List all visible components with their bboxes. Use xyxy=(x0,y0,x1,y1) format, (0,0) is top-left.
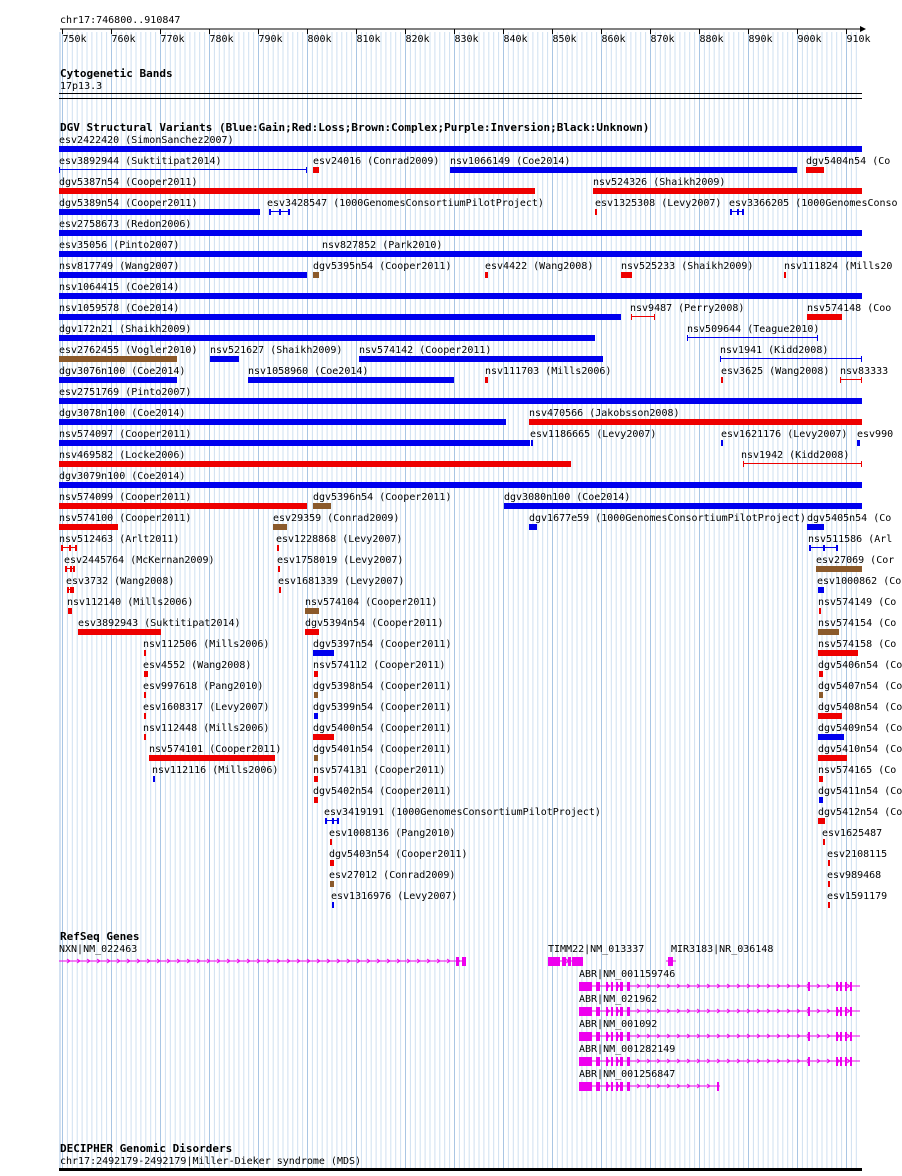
refseq-exon xyxy=(611,1082,613,1091)
dgv-feature-label[interactable]: esv3625 (Wang2008) xyxy=(721,366,830,377)
dgv-feature-label[interactable]: nsv470566 (Jakobsson2008) xyxy=(529,408,680,419)
dgv-feature-label[interactable]: esv4552 (Wang2008) xyxy=(143,660,252,671)
refseq-gene-model xyxy=(579,1057,860,1066)
refseq-exon xyxy=(620,1032,623,1041)
dgv-feature-label[interactable]: nsv827852 (Park2010) xyxy=(322,240,443,251)
refseq-gene-model xyxy=(579,1032,860,1041)
ruler-tick-label: 830k xyxy=(454,34,479,45)
dgv-feature-label[interactable]: dgv5405n54 (Co xyxy=(807,513,892,524)
dgv-feature-label[interactable]: nsv1059578 (Coe2014) xyxy=(59,303,180,314)
dgv-feature-label[interactable]: esv3892944 (Suktitipat2014) xyxy=(59,156,222,167)
ruler-tick-label: 810k xyxy=(356,34,381,45)
refseq-exon xyxy=(606,1007,608,1016)
dgv-feature-label[interactable]: esv1228868 (Levy2007) xyxy=(276,534,403,545)
refseq-exon xyxy=(668,957,673,966)
refseq-exon xyxy=(611,1007,613,1016)
dgv-feature-label[interactable]: nsv574158 (Co xyxy=(818,639,897,650)
dgv-feature-label[interactable]: nsv574104 (Cooper2011) xyxy=(305,597,438,608)
refseq-exon xyxy=(840,1032,842,1041)
refseq-exon xyxy=(606,1082,608,1091)
dgv-feature-label[interactable]: esv1591179 xyxy=(827,891,888,902)
ruler-tick-label: 870k xyxy=(650,34,675,45)
dgv-feature-label[interactable]: esv3732 (Wang2008) xyxy=(66,576,175,587)
ruler-tick-label: 790k xyxy=(258,34,283,45)
dgv-feature-label[interactable]: esv4422 (Wang2008) xyxy=(485,261,594,272)
ruler-tick-label: 780k xyxy=(209,34,234,45)
dgv-feature-label[interactable]: esv2762455 (Vogler2010) xyxy=(59,345,198,356)
dgv-feature-label[interactable]: dgv5400n54 (Cooper2011) xyxy=(313,723,452,734)
refseq-exon xyxy=(627,1082,630,1091)
dgv-feature-label[interactable]: esv3428547 (1000GenomesConsortiumPilotProject) xyxy=(267,198,544,209)
dgv-feature-label[interactable]: esv997618 (Pang2010) xyxy=(143,681,264,692)
dgv-feature-label[interactable]: nsv112140 (Mills2006) xyxy=(67,597,194,608)
dgv-feature-label[interactable]: nsv512463 (Arlt2011) xyxy=(59,534,180,545)
refseq-exon xyxy=(840,1057,842,1066)
refseq-exon xyxy=(845,982,847,991)
dgv-feature-label[interactable]: dgv5402n54 (Cooper2011) xyxy=(313,786,452,797)
refseq-gene-label[interactable]: ABR|NM_001159746 xyxy=(579,969,676,980)
ruler-tick-label: 860k xyxy=(601,34,626,45)
cytoband-track-title[interactable]: Cytogenetic Bands xyxy=(60,67,173,80)
decipher-feature-label[interactable]: chr17:2492179-2492179|Miller-Dieker syndrome (MDS) xyxy=(60,1156,362,1167)
refseq-exon xyxy=(616,1032,618,1041)
dgv-feature-label[interactable]: dgv5389n54 (Cooper2011) xyxy=(59,198,198,209)
dgv-feature-label[interactable]: nsv574112 (Cooper2011) xyxy=(313,660,446,671)
refseq-exon xyxy=(579,982,592,991)
refseq-exon xyxy=(836,1032,838,1041)
refseq-gene-model xyxy=(59,957,466,966)
dgv-feature-label[interactable]: nsv1064415 (Coe2014) xyxy=(59,282,180,293)
refseq-exon xyxy=(808,982,810,991)
ruler-tick-label: 910k xyxy=(846,34,871,45)
dgv-feature-label[interactable]: nsv574165 (Co xyxy=(818,765,897,776)
dgv-feature-label[interactable]: esv3366205 (1000GenomesConso xyxy=(729,198,898,209)
dgv-feature-label[interactable]: dgv5408n54 (Co xyxy=(818,702,902,713)
dgv-feature-label[interactable]: esv2422420 (SimonSanchez2007) xyxy=(59,135,234,146)
dgv-feature-label[interactable]: dgv5407n54 (Co xyxy=(818,681,902,692)
ruler-tick-label: 840k xyxy=(503,34,528,45)
dgv-feature-label[interactable]: nsv525233 (Shaikh2009) xyxy=(621,261,754,272)
refseq-exon xyxy=(606,982,608,991)
dgv-feature-label[interactable]: esv1621176 (Levy2007) xyxy=(721,429,848,440)
ruler-tick-label: 750k xyxy=(62,34,87,45)
dgv-feature-label[interactable]: esv2758673 (Redon2006) xyxy=(59,219,192,230)
dgv-feature-label[interactable]: nsv111703 (Mills2006) xyxy=(485,366,612,377)
dgv-feature-label[interactable]: nsv574142 (Cooper2011) xyxy=(359,345,492,356)
refseq-exon xyxy=(611,1057,613,1066)
refseq-gene-model xyxy=(548,957,583,966)
dgv-feature-label[interactable]: nsv521627 (Shaikh2009) xyxy=(210,345,343,356)
refseq-gene-model xyxy=(579,1007,860,1016)
dgv-feature-label[interactable]: nsv1058960 (Coe2014) xyxy=(248,366,369,377)
refseq-exon xyxy=(596,1007,600,1016)
refseq-track-title[interactable]: RefSeq Genes xyxy=(60,930,140,943)
dgv-feature-label[interactable]: esv1316976 (Levy2007) xyxy=(331,891,458,902)
dgv-feature-label[interactable]: dgv5409n54 (Co xyxy=(818,723,902,734)
refseq-exon xyxy=(840,982,842,991)
refseq-exon xyxy=(627,982,630,991)
refseq-exon xyxy=(845,1032,847,1041)
dgv-feature-label[interactable]: esv27012 (Conrad2009) xyxy=(329,870,456,881)
dgv-feature-label[interactable]: esv990 xyxy=(857,429,894,440)
refseq-exon xyxy=(596,1032,600,1041)
dgv-feature-label[interactable]: dgv172n21 (Shaikh2009) xyxy=(59,324,192,335)
refseq-exon xyxy=(606,1057,608,1066)
dgv-feature-label[interactable]: nsv511586 (Arl xyxy=(808,534,893,545)
ruler-region-label: chr17:746800..910847 xyxy=(60,15,181,26)
dgv-feature-label[interactable]: nsv574131 (Cooper2011) xyxy=(313,765,446,776)
dgv-feature-label[interactable]: nsv817749 (Wang2007) xyxy=(59,261,180,272)
dgv-feature-label[interactable]: esv1681339 (Levy2007) xyxy=(278,576,405,587)
dgv-feature-label[interactable]: nsv1941 (Kidd2008) xyxy=(720,345,829,356)
dgv-feature-label[interactable]: nsv524326 (Shaikh2009) xyxy=(593,177,726,188)
refseq-exon xyxy=(836,982,838,991)
dgv-feature-label[interactable]: dgv5387n54 (Cooper2011) xyxy=(59,177,198,188)
dgv-feature-label[interactable]: esv1008136 (Pang2010) xyxy=(329,828,456,839)
refseq-exon xyxy=(836,1057,838,1066)
refseq-exon xyxy=(808,1057,810,1066)
dgv-feature-label[interactable]: dgv5412n54 (Co xyxy=(818,807,902,818)
dgv-feature-label[interactable]: esv2445764 (McKernan2009) xyxy=(64,555,215,566)
ruler-tick-label: 900k xyxy=(797,34,822,45)
refseq-exon xyxy=(620,1007,623,1016)
decipher-feature-bar[interactable] xyxy=(59,1168,862,1171)
refseq-gene-model xyxy=(666,957,676,966)
dgv-feature-label[interactable]: esv24016 (Conrad2009) xyxy=(313,156,440,167)
refseq-exon xyxy=(808,1007,810,1016)
refseq-exon xyxy=(462,957,466,966)
refseq-exon xyxy=(845,1007,847,1016)
refseq-exon xyxy=(850,1032,852,1041)
dgv-feature-label[interactable]: nsv112116 (Mills2006) xyxy=(152,765,279,776)
refseq-exon xyxy=(620,982,623,991)
dgv-feature-label[interactable]: esv1625487 xyxy=(822,828,883,839)
refseq-exon xyxy=(568,957,571,966)
refseq-exon xyxy=(579,1082,592,1091)
dgv-feature-label[interactable]: dgv5394n54 (Cooper2011) xyxy=(305,618,444,629)
ruler-tick-label: 850k xyxy=(552,34,577,45)
refseq-exon xyxy=(616,1082,618,1091)
ruler-tick-label: 760k xyxy=(111,34,136,45)
dgv-feature-label[interactable]: dgv3078n100 (Coe2014) xyxy=(59,408,186,419)
refseq-exon xyxy=(456,957,459,966)
ruler-tick-label: 820k xyxy=(405,34,430,45)
ruler-tick-label: 800k xyxy=(307,34,332,45)
dgv-feature-label[interactable]: dgv1677e59 (1000GenomesConsortiumPilotProject) xyxy=(529,513,806,524)
dgv-feature-label[interactable]: nsv1942 (Kidd2008) xyxy=(741,450,850,461)
dgv-feature-label[interactable]: dgv3076n100 (Coe2014) xyxy=(59,366,186,377)
dgv-feature-label[interactable]: esv27069 (Cor xyxy=(816,555,895,566)
refseq-exon xyxy=(620,1057,623,1066)
refseq-exon xyxy=(562,957,566,966)
dgv-feature-label[interactable]: esv1608317 (Levy2007) xyxy=(143,702,270,713)
refseq-exon xyxy=(611,982,613,991)
dgv-feature-label[interactable]: dgv5396n54 (Cooper2011) xyxy=(313,492,452,503)
refseq-exon xyxy=(627,1032,630,1041)
refseq-gene-label[interactable]: ABR|NM_021962 xyxy=(579,994,658,1005)
refseq-exon xyxy=(840,1007,842,1016)
refseq-exon xyxy=(616,1007,618,1016)
refseq-exon xyxy=(627,1007,630,1016)
refseq-gene-label[interactable]: TIMM22|NM_013337 xyxy=(548,944,645,955)
refseq-exon xyxy=(596,1057,600,1066)
dgv-feature-label[interactable]: nsv574154 (Co xyxy=(818,618,897,629)
refseq-exon xyxy=(611,1032,613,1041)
dgv-feature-label[interactable]: esv35056 (Pinto2007) xyxy=(59,240,180,251)
dgv-feature-label[interactable]: esv3892943 (Suktitipat2014) xyxy=(78,618,241,629)
ruler-tick-label: 880k xyxy=(699,34,724,45)
refseq-exon xyxy=(572,957,583,966)
dgv-feature-label[interactable]: nsv83333 xyxy=(840,366,889,377)
ruler-tick-label: 770k xyxy=(160,34,185,45)
refseq-exon xyxy=(850,1057,852,1066)
dgv-feature-label[interactable]: dgv5395n54 (Cooper2011) xyxy=(313,261,452,272)
dgv-feature-label[interactable]: esv1758019 (Levy2007) xyxy=(277,555,404,566)
refseq-exon xyxy=(596,982,600,991)
refseq-gene-label[interactable]: NXN|NM_022463 xyxy=(59,944,138,955)
refseq-exon xyxy=(850,982,852,991)
dgv-feature-label[interactable]: nsv112448 (Mills2006) xyxy=(143,723,270,734)
refseq-gene-label[interactable]: MIR3183|NR_036148 xyxy=(671,944,774,955)
dgv-feature-label[interactable]: dgv5398n54 (Cooper2011) xyxy=(313,681,452,692)
refseq-exon xyxy=(579,1057,592,1066)
refseq-gene-model xyxy=(579,982,860,991)
dgv-feature-label[interactable]: esv989468 xyxy=(827,870,882,881)
refseq-gene-label[interactable]: ABR|NM_001256847 xyxy=(579,1069,676,1080)
dgv-feature-label[interactable]: esv1325308 (Levy2007) xyxy=(595,198,722,209)
refseq-exon xyxy=(616,982,618,991)
refseq-gene-model xyxy=(579,1082,720,1091)
dgv-feature-label[interactable]: esv2108115 xyxy=(827,849,888,860)
dgv-feature-label[interactable]: nsv112506 (Mills2006) xyxy=(143,639,270,650)
dgv-feature-label[interactable]: nsv469582 (Locke2006) xyxy=(59,450,186,461)
ruler-tick-label: 890k xyxy=(748,34,773,45)
refseq-exon xyxy=(627,1057,630,1066)
dgv-feature-label[interactable]: nsv111824 (Mills20 xyxy=(784,261,893,272)
decipher-track-title[interactable]: DECIPHER Genomic Disorders xyxy=(60,1142,233,1155)
refseq-exon xyxy=(620,1082,623,1091)
dgv-feature-label[interactable]: dgv3080n100 (Coe2014) xyxy=(504,492,631,503)
refseq-exon xyxy=(850,1007,852,1016)
dgv-feature-label[interactable]: esv2751769 (Pinto2007) xyxy=(59,387,192,398)
refseq-exon xyxy=(717,1082,719,1091)
dgv-feature-label[interactable]: esv1000862 (Co xyxy=(817,576,902,587)
dgv-track-title[interactable]: DGV Structural Variants (Blue:Gain;Red:Loss;Brown:Complex;Purple:Inversion;Black:Unknown) xyxy=(60,121,650,134)
dgv-feature-label[interactable]: dgv5403n54 (Cooper2011) xyxy=(329,849,468,860)
dgv-feature-label[interactable]: nsv574100 (Cooper2011) xyxy=(59,513,192,524)
dgv-feature-label[interactable]: dgv5397n54 (Cooper2011) xyxy=(313,639,452,650)
cytoband-label: 17p13.3 xyxy=(60,81,103,92)
refseq-exon xyxy=(596,1082,600,1091)
dgv-feature-label[interactable]: dgv5399n54 (Cooper2011) xyxy=(313,702,452,713)
dgv-feature-label[interactable]: esv3419191 (1000GenomesConsortiumPilotProject) xyxy=(324,807,601,818)
refseq-exon xyxy=(808,1032,810,1041)
refseq-exon xyxy=(579,1032,592,1041)
refseq-exon xyxy=(845,1057,847,1066)
dgv-feature-label[interactable]: dgv5401n54 (Cooper2011) xyxy=(313,744,452,755)
dgv-feature-label[interactable]: nsv574099 (Cooper2011) xyxy=(59,492,192,503)
dgv-feature-label[interactable]: dgv5404n54 (Co xyxy=(806,156,891,167)
refseq-exon xyxy=(579,1007,592,1016)
dgv-feature-label[interactable]: dgv5410n54 (Co xyxy=(818,744,902,755)
dgv-feature-label[interactable]: dgv5406n54 (Co xyxy=(818,660,902,671)
dgv-feature-label[interactable]: dgv3079n100 (Coe2014) xyxy=(59,471,186,482)
refseq-gene-label[interactable]: ABR|NM_001092 xyxy=(579,1019,658,1030)
dgv-feature-label[interactable]: nsv574101 (Cooper2011) xyxy=(149,744,282,755)
dgv-feature-label[interactable]: dgv5411n54 (Co xyxy=(818,786,902,797)
dgv-feature-label[interactable]: nsv574149 (Co xyxy=(818,597,897,608)
refseq-exon xyxy=(606,1032,608,1041)
dgv-feature-label[interactable]: nsv1066149 (Coe2014) xyxy=(450,156,571,167)
refseq-exon xyxy=(616,1057,618,1066)
dgv-feature-label[interactable]: nsv509644 (Teague2010) xyxy=(687,324,820,335)
dgv-feature-label[interactable]: nsv574148 (Coo xyxy=(807,303,892,314)
refseq-exon xyxy=(836,1007,838,1016)
dgv-feature-label[interactable]: esv29359 (Conrad2009) xyxy=(273,513,400,524)
refseq-exon xyxy=(548,957,560,966)
dgv-feature-label[interactable]: nsv9487 (Perry2008) xyxy=(630,303,745,314)
dgv-feature-label[interactable]: nsv574097 (Cooper2011) xyxy=(59,429,192,440)
dgv-feature-label[interactable]: esv1186665 (Levy2007) xyxy=(530,429,657,440)
refseq-gene-label[interactable]: ABR|NM_001282149 xyxy=(579,1044,676,1055)
